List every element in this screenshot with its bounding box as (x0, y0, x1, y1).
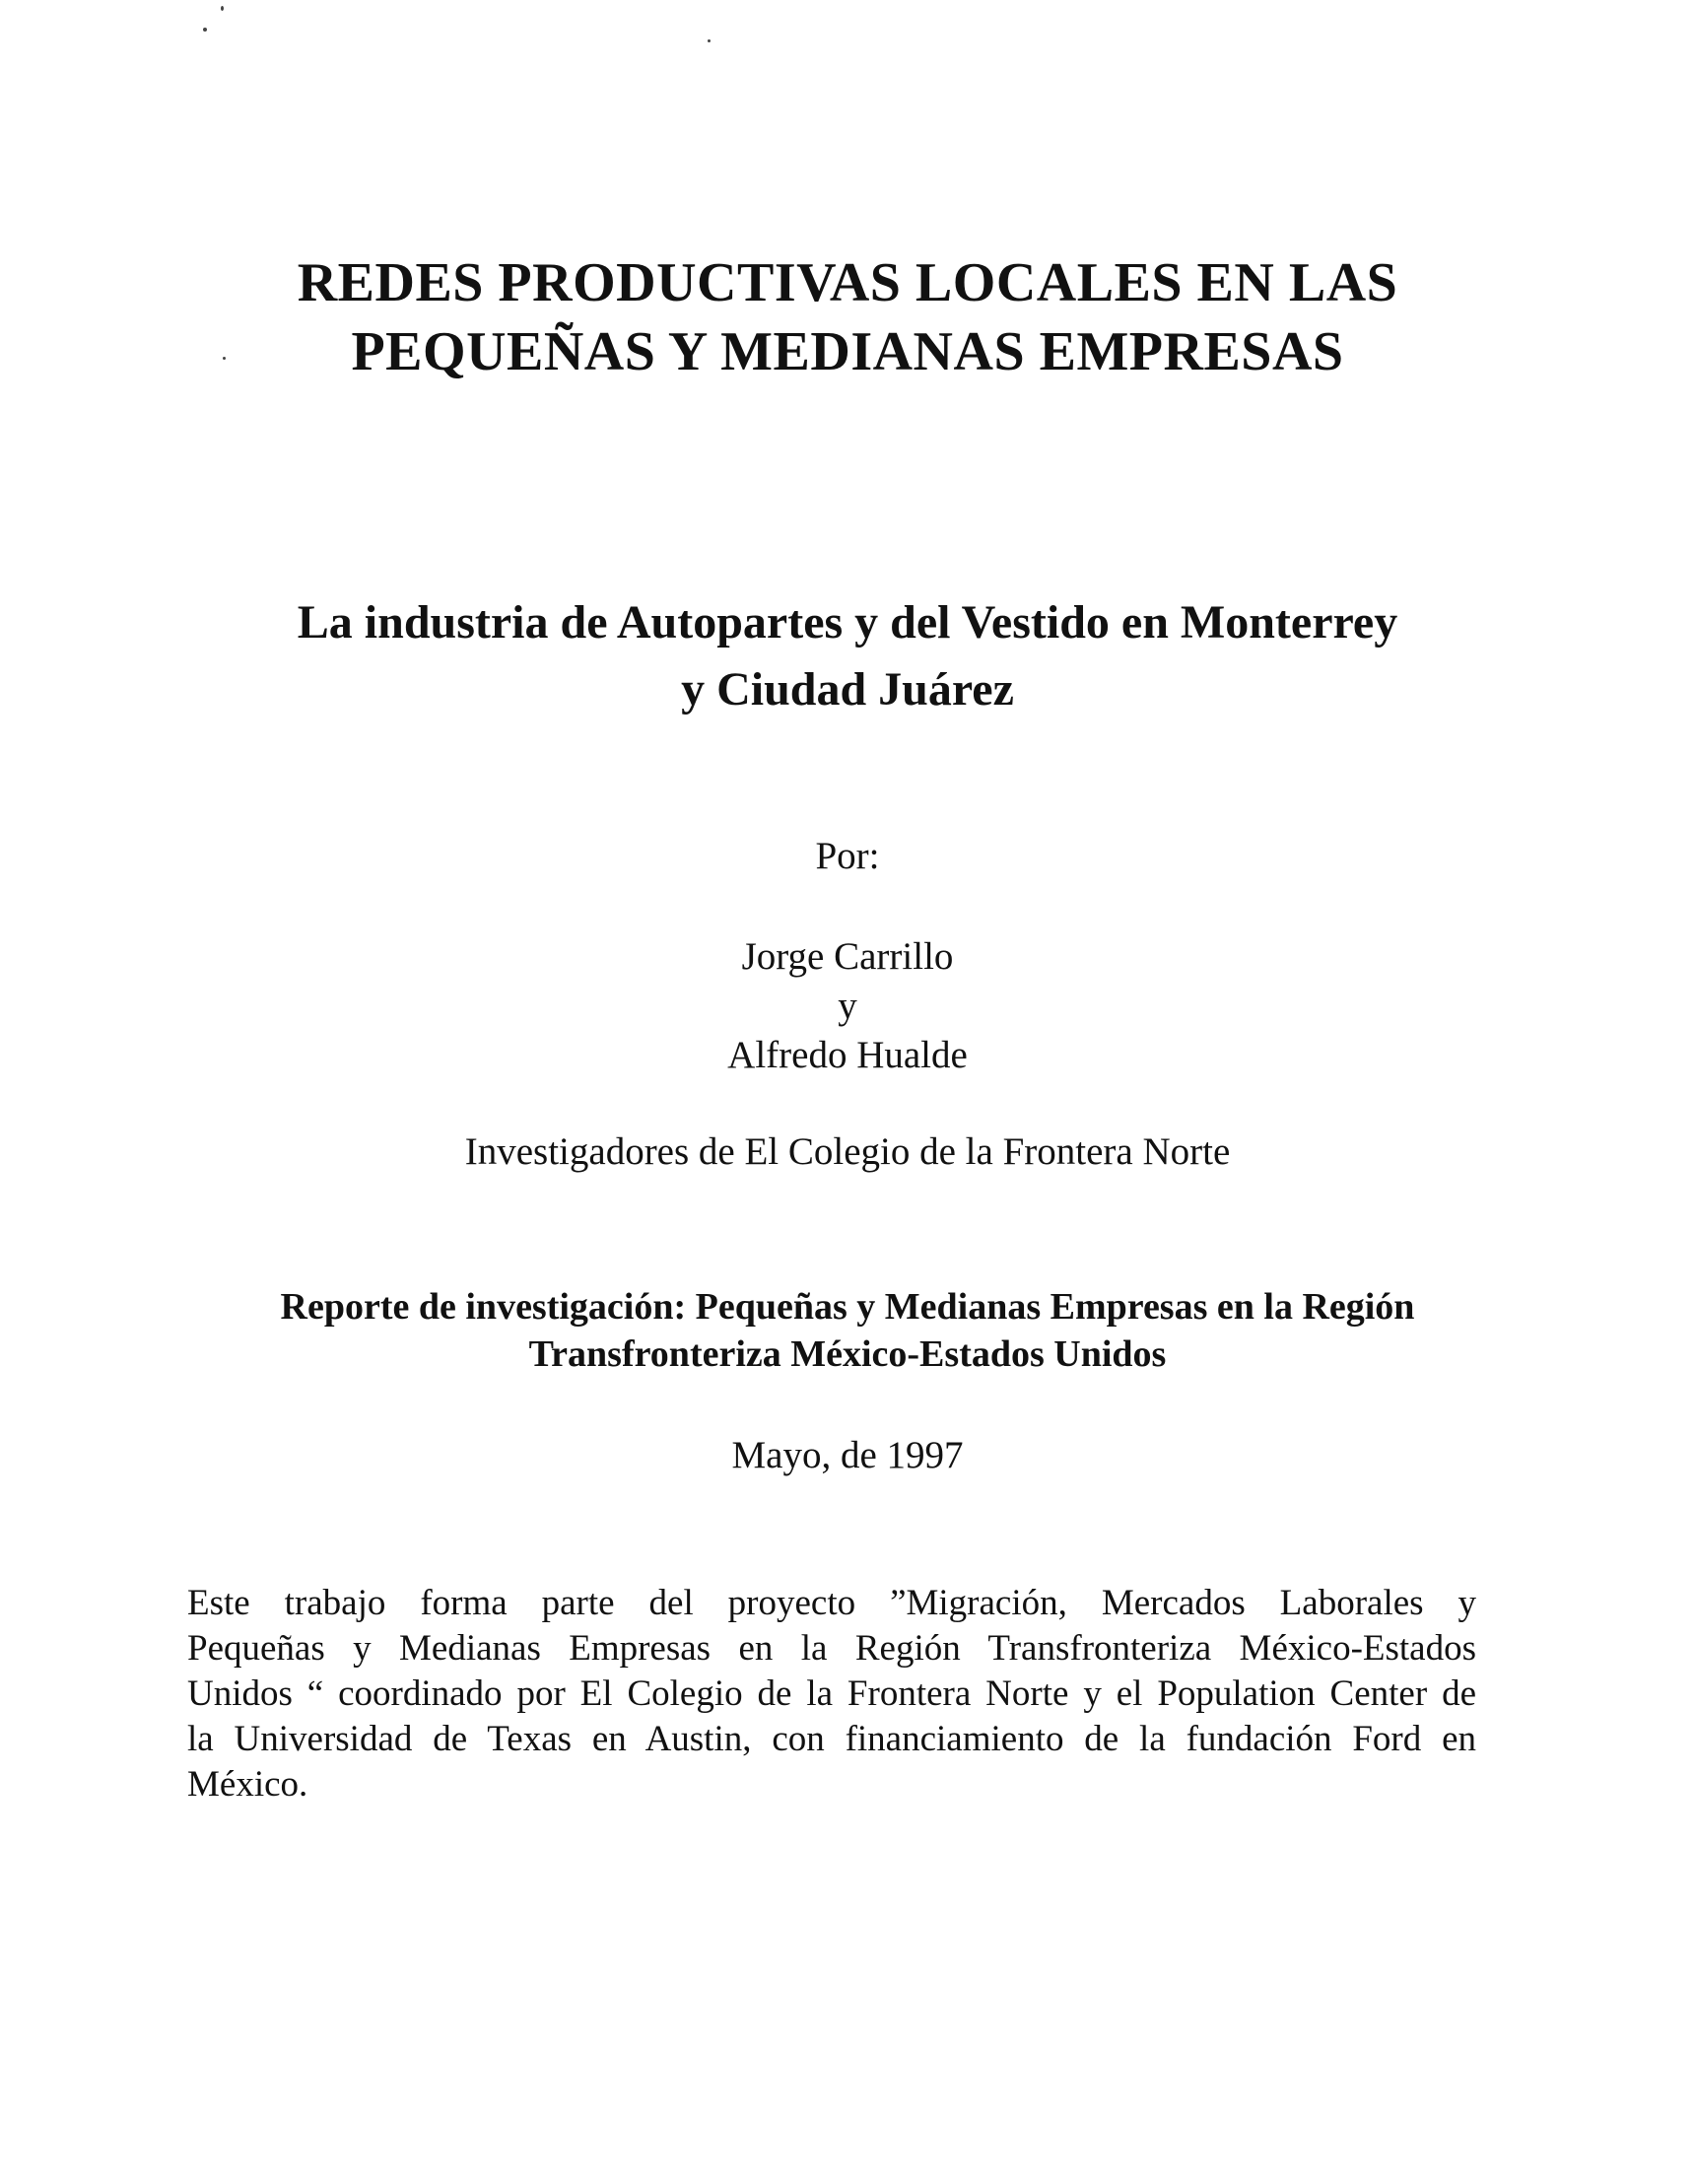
document-title-line: REDES PRODUCTIVAS LOCALES EN LAS (297, 252, 1398, 313)
document-title-line: PEQUEÑAS Y MEDIANAS EMPRESAS (351, 321, 1344, 382)
project-note (187, 1581, 1476, 1808)
author-conjunction: y (838, 985, 857, 1027)
scan-speck (203, 28, 207, 32)
author-first: Jorge Carrillo (741, 935, 954, 978)
document-subtitle-line: y Ciudad Juárez (681, 663, 1014, 716)
report-series (0, 1283, 1695, 1378)
document-title (0, 248, 1695, 386)
project-note-line: Este trabajo forma parte del proyecto ”Migración, Mercados Laborales y (187, 1583, 1476, 1623)
project-note-line: la Universidad de Texas en Austin, con financiamiento de la fundación Ford en (187, 1719, 1476, 1759)
report-series-line: Transfronteriza México-Estados Unidos (528, 1333, 1167, 1375)
author-second: Alfredo Hualde (727, 1034, 968, 1076)
project-note-line: Pequeñas y Medianas Empresas en la Región Transfronteriza México-Estados (187, 1628, 1476, 1669)
document-subtitle-line: La industria de Autopartes y del Vestido en Monterrey (297, 596, 1398, 648)
document-subtitle (0, 589, 1695, 723)
affiliation: Investigadores de El Colegio de la Frontera Norte (464, 1130, 1231, 1173)
project-note-line: Unidos “ coordinado por El Colegio de la Frontera Norte y el Population Center de (187, 1673, 1476, 1714)
by-label: Por: (815, 835, 880, 877)
authors (0, 932, 1695, 1080)
scan-speck (221, 6, 224, 11)
report-series-line: Reporte de investigación: Pequeñas y Medianas Empresas en la Región (280, 1286, 1415, 1328)
publication-date: Mayo, de 1997 (731, 1434, 964, 1476)
project-note-line: México. (187, 1764, 308, 1805)
scan-speck (708, 39, 711, 42)
